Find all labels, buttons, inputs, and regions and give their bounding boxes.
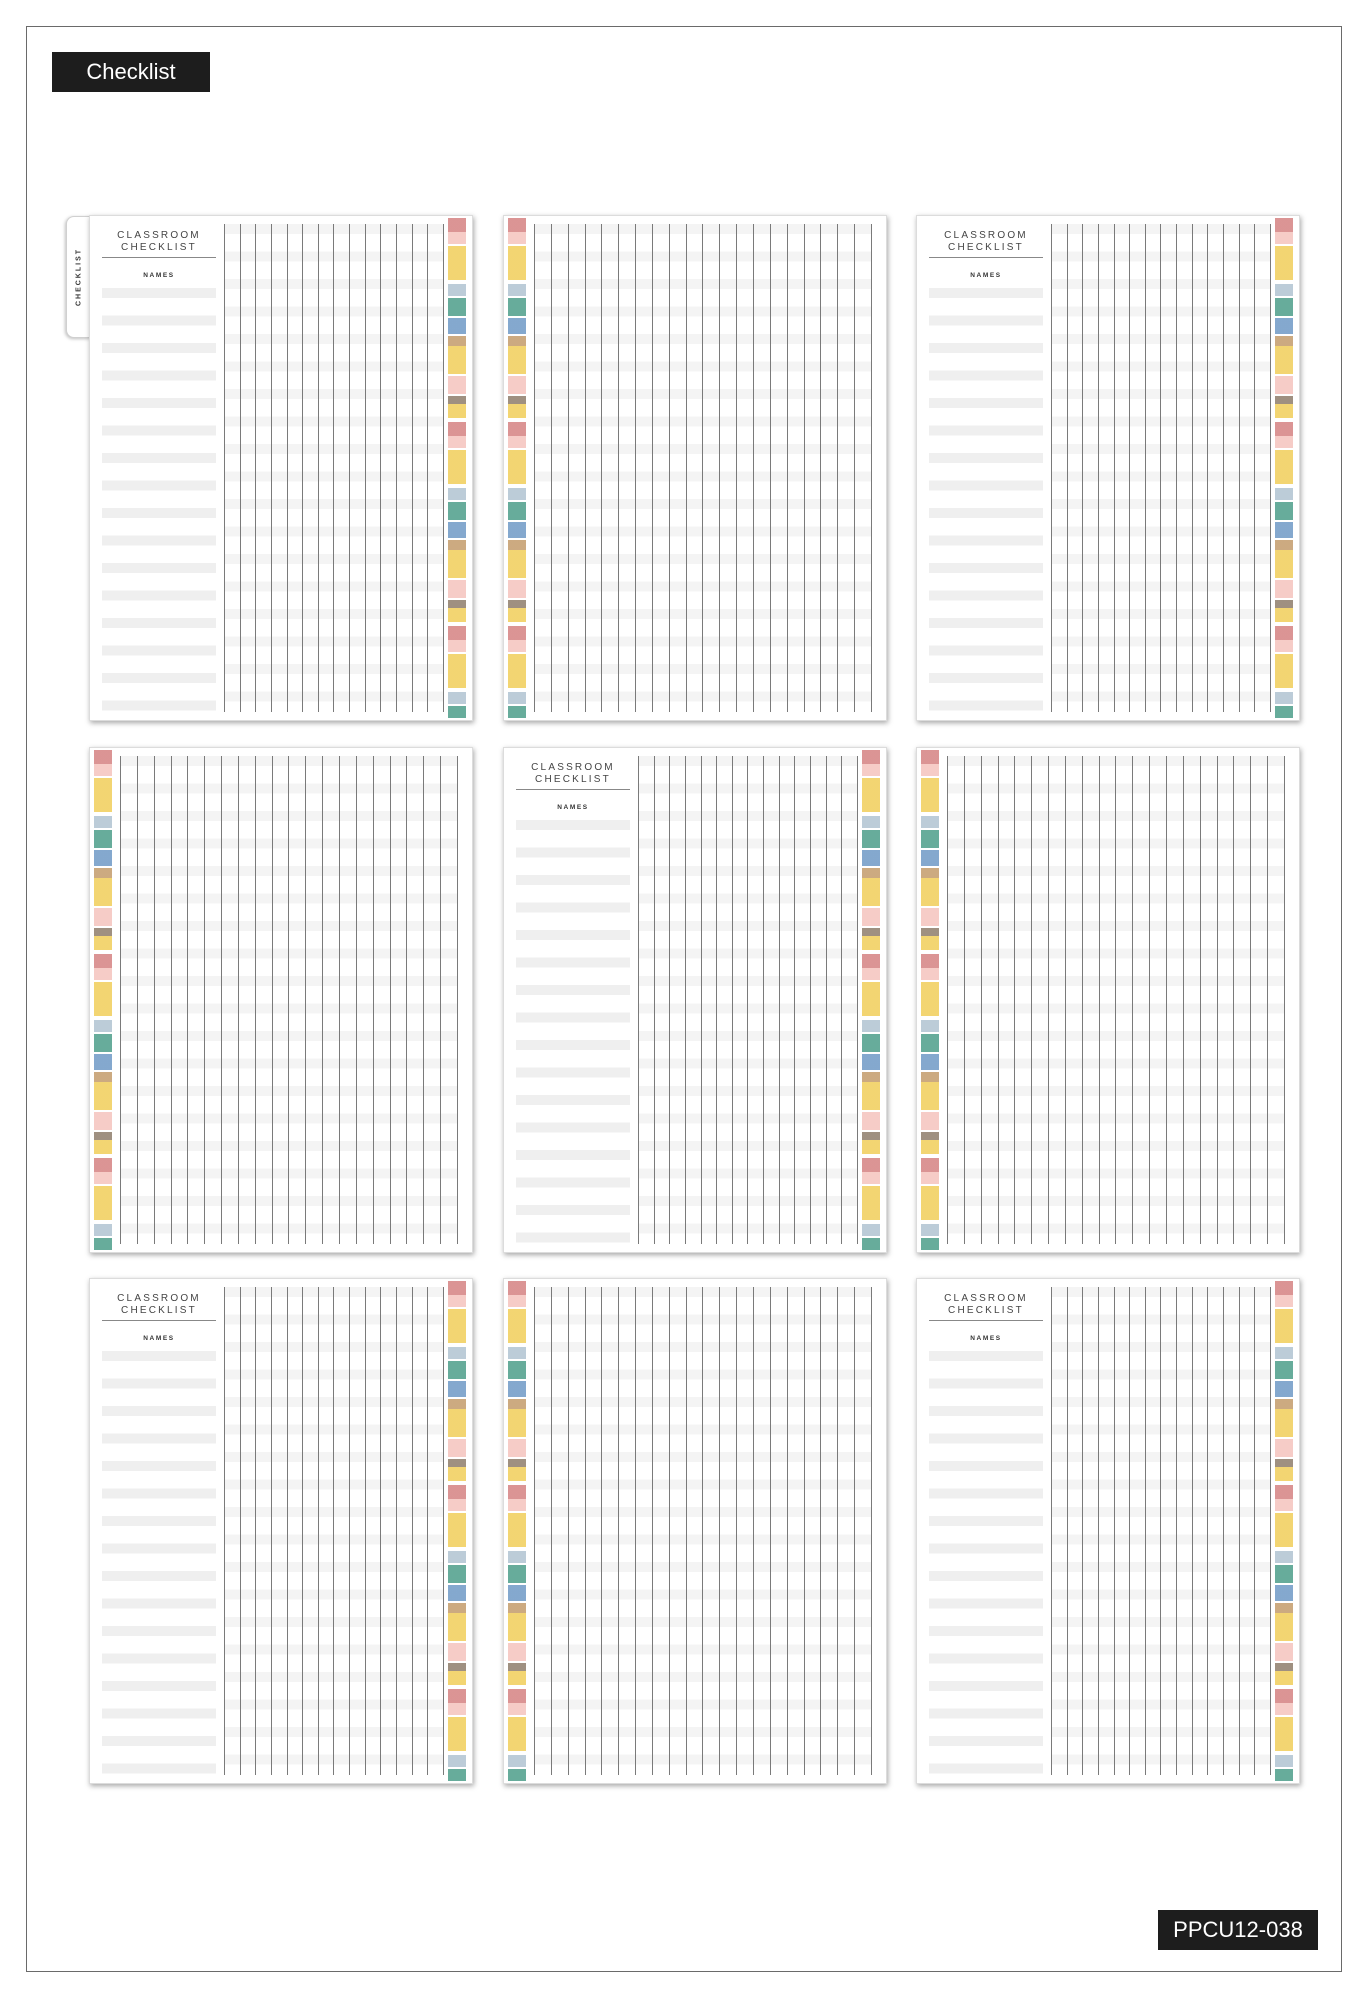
title-line-1: CLASSROOM <box>117 230 201 241</box>
check-column[interactable] <box>669 1287 686 1775</box>
check-column[interactable] <box>1014 756 1031 1244</box>
checkbox-grid <box>224 1287 444 1775</box>
checklist-page <box>916 1278 1300 1784</box>
check-column[interactable] <box>1239 224 1255 712</box>
check-column[interactable] <box>204 756 221 1244</box>
check-column[interactable] <box>238 756 255 1244</box>
check-column[interactable] <box>770 224 787 712</box>
check-column[interactable] <box>396 1287 412 1775</box>
checkbox-grid <box>120 756 458 1244</box>
names-label: NAMES <box>143 1335 175 1342</box>
check-column[interactable] <box>287 1287 303 1775</box>
check-column[interactable] <box>224 1287 240 1775</box>
check-column[interactable] <box>1082 1287 1098 1775</box>
check-column[interactable] <box>240 224 256 712</box>
check-column[interactable] <box>568 1287 585 1775</box>
check-column[interactable] <box>719 1287 736 1775</box>
check-column[interactable] <box>854 224 871 712</box>
checkbox-grid <box>638 756 858 1244</box>
check-column[interactable] <box>271 224 287 712</box>
sku-label: PPCU12-038 <box>1158 1910 1318 1950</box>
check-column[interactable] <box>287 224 303 712</box>
checklist-header <box>929 230 1043 279</box>
check-column[interactable] <box>339 756 356 1244</box>
check-column[interactable] <box>1129 1287 1145 1775</box>
check-column[interactable] <box>1160 224 1176 712</box>
check-column[interactable] <box>1176 224 1192 712</box>
title-rule <box>102 257 216 258</box>
check-column[interactable] <box>770 1287 787 1775</box>
check-column[interactable] <box>794 756 810 1244</box>
check-column[interactable] <box>1207 224 1223 712</box>
checklist-header <box>102 1293 216 1342</box>
check-column[interactable] <box>365 1287 381 1775</box>
school-supplies-border <box>508 1281 526 1781</box>
check-column[interactable] <box>763 756 779 1244</box>
check-column[interactable] <box>440 756 457 1244</box>
check-column[interactable] <box>854 1287 871 1775</box>
check-column[interactable] <box>302 1287 318 1775</box>
title-line-1: CLASSROOM <box>117 1293 201 1304</box>
check-column[interactable] <box>685 756 701 1244</box>
check-column[interactable] <box>702 1287 719 1775</box>
check-column[interactable] <box>998 756 1015 1244</box>
check-column[interactable] <box>333 1287 349 1775</box>
check-column[interactable] <box>534 1287 551 1775</box>
names-label: NAMES <box>143 272 175 279</box>
title-rule <box>516 789 630 790</box>
name-rows <box>102 288 216 714</box>
check-column[interactable] <box>652 1287 669 1775</box>
title-line-1: CLASSROOM <box>531 762 615 773</box>
title-line-2: CHECKLIST <box>535 774 611 785</box>
check-column[interactable] <box>1254 224 1270 712</box>
check-column[interactable] <box>1207 1287 1223 1775</box>
school-supplies-border <box>508 218 526 718</box>
school-supplies-border <box>862 750 880 1250</box>
check-column[interactable] <box>820 224 837 712</box>
check-column[interactable] <box>1176 1287 1192 1775</box>
title-line-1: CLASSROOM <box>944 1293 1028 1304</box>
check-column[interactable] <box>1115 756 1132 1244</box>
names-label: NAMES <box>557 804 589 811</box>
check-column[interactable] <box>1233 756 1250 1244</box>
name-rows <box>929 288 1043 714</box>
check-column[interactable] <box>1129 224 1145 712</box>
check-column[interactable] <box>1051 224 1067 712</box>
check-column[interactable] <box>373 756 390 1244</box>
check-column[interactable] <box>1048 756 1065 1244</box>
check-column[interactable] <box>1200 756 1217 1244</box>
check-column[interactable] <box>406 756 423 1244</box>
check-column[interactable] <box>1082 756 1099 1244</box>
check-column[interactable] <box>551 1287 568 1775</box>
check-column[interactable] <box>747 756 763 1244</box>
check-column[interactable] <box>534 224 551 712</box>
check-column[interactable] <box>380 1287 396 1775</box>
checklist-header <box>516 762 630 811</box>
checklist-tab[interactable] <box>66 216 91 338</box>
check-column[interactable] <box>652 224 669 712</box>
check-column[interactable] <box>221 756 238 1244</box>
check-column[interactable] <box>1160 1287 1176 1775</box>
check-column[interactable] <box>1217 756 1234 1244</box>
check-column[interactable] <box>1067 1287 1083 1775</box>
checkbox-grid <box>534 224 872 712</box>
check-column[interactable] <box>1132 756 1149 1244</box>
check-column[interactable] <box>1166 756 1183 1244</box>
check-column[interactable] <box>585 1287 602 1775</box>
check-column[interactable] <box>1192 224 1208 712</box>
check-column[interactable] <box>787 224 804 712</box>
check-column[interactable] <box>1051 1287 1067 1775</box>
check-column[interactable] <box>654 756 670 1244</box>
check-column[interactable] <box>154 756 171 1244</box>
check-column[interactable] <box>412 224 428 712</box>
check-column[interactable] <box>719 224 736 712</box>
checkbox-grid <box>947 756 1285 1244</box>
check-column[interactable] <box>787 1287 804 1775</box>
check-column[interactable] <box>427 224 443 712</box>
grid-page <box>503 1278 887 1784</box>
check-column[interactable] <box>1239 1287 1255 1775</box>
check-column[interactable] <box>804 224 821 712</box>
check-column[interactable] <box>753 224 770 712</box>
checklist-header <box>929 1293 1043 1342</box>
check-column[interactable] <box>187 756 204 1244</box>
check-column[interactable] <box>686 224 703 712</box>
check-column[interactable] <box>1098 224 1114 712</box>
check-column[interactable] <box>240 1287 256 1775</box>
name-rows <box>516 820 630 1246</box>
check-column[interactable] <box>396 224 412 712</box>
check-column[interactable] <box>638 756 654 1244</box>
check-column[interactable] <box>255 756 272 1244</box>
school-supplies-border <box>921 750 939 1250</box>
check-column[interactable] <box>618 1287 635 1775</box>
check-column[interactable] <box>137 756 154 1244</box>
check-column[interactable] <box>947 756 964 1244</box>
checklist-page <box>503 747 887 1253</box>
check-column[interactable] <box>736 224 753 712</box>
check-column[interactable] <box>1250 756 1267 1244</box>
check-column[interactable] <box>1223 1287 1239 1775</box>
check-column[interactable] <box>837 1287 854 1775</box>
check-column[interactable] <box>333 224 349 712</box>
check-column[interactable] <box>1145 1287 1161 1775</box>
title-line-2: CHECKLIST <box>948 242 1024 253</box>
names-label: NAMES <box>970 1335 1002 1342</box>
section-label: Checklist <box>52 52 210 92</box>
check-column[interactable] <box>1099 756 1116 1244</box>
check-column[interactable] <box>318 224 334 712</box>
title-line-2: CHECKLIST <box>121 242 197 253</box>
check-column[interactable] <box>120 756 137 1244</box>
check-column[interactable] <box>732 756 748 1244</box>
check-column[interactable] <box>380 224 396 712</box>
check-column[interactable] <box>669 224 686 712</box>
check-column[interactable] <box>820 1287 837 1775</box>
check-column[interactable] <box>837 224 854 712</box>
check-column[interactable] <box>272 756 289 1244</box>
check-column[interactable] <box>1114 224 1130 712</box>
school-supplies-border <box>448 218 466 718</box>
check-column[interactable] <box>686 1287 703 1775</box>
check-column[interactable] <box>701 756 717 1244</box>
check-column[interactable] <box>423 756 440 1244</box>
school-supplies-border <box>448 1281 466 1781</box>
name-rows <box>102 1351 216 1777</box>
check-column[interactable] <box>1223 224 1239 712</box>
check-column[interactable] <box>271 1287 287 1775</box>
check-column[interactable] <box>1192 1287 1208 1775</box>
check-column[interactable] <box>702 224 719 712</box>
check-column[interactable] <box>1082 224 1098 712</box>
grid-page <box>503 215 887 721</box>
check-column[interactable] <box>1067 224 1083 712</box>
title-line-2: CHECKLIST <box>948 1305 1024 1316</box>
title-line-2: CHECKLIST <box>121 1305 197 1316</box>
check-column[interactable] <box>255 1287 271 1775</box>
checkbox-grid <box>1051 1287 1271 1775</box>
check-column[interactable] <box>349 224 365 712</box>
check-column[interactable] <box>427 1287 443 1775</box>
check-column[interactable] <box>390 756 407 1244</box>
check-column[interactable] <box>585 224 602 712</box>
check-column[interactable] <box>1098 1287 1114 1775</box>
title-rule <box>102 1320 216 1321</box>
check-column[interactable] <box>635 1287 652 1775</box>
check-column[interactable] <box>716 756 732 1244</box>
checklist-page <box>89 215 473 721</box>
check-column[interactable] <box>779 756 795 1244</box>
checklist-page <box>89 1278 473 1784</box>
title-rule <box>929 257 1043 258</box>
check-column[interactable] <box>669 756 685 1244</box>
title-rule <box>929 1320 1043 1321</box>
title-line-1: CLASSROOM <box>944 230 1028 241</box>
check-column[interactable] <box>618 224 635 712</box>
check-column[interactable] <box>365 224 381 712</box>
checkbox-grid <box>534 1287 872 1775</box>
check-column[interactable] <box>804 1287 821 1775</box>
names-label: NAMES <box>970 272 1002 279</box>
check-column[interactable] <box>288 756 305 1244</box>
check-column[interactable] <box>826 756 842 1244</box>
check-column[interactable] <box>1031 756 1048 1244</box>
check-column[interactable] <box>601 224 618 712</box>
check-column[interactable] <box>349 1287 365 1775</box>
grid-page <box>89 747 473 1253</box>
checklist-header <box>102 230 216 279</box>
checklist-page <box>916 215 1300 721</box>
check-column[interactable] <box>841 756 857 1244</box>
check-column[interactable] <box>810 756 826 1244</box>
checkbox-grid <box>1051 224 1271 712</box>
tab-label: CHECKLIST <box>75 247 83 307</box>
check-column[interactable] <box>964 756 981 1244</box>
check-column[interactable] <box>635 224 652 712</box>
check-column[interactable] <box>1065 756 1082 1244</box>
check-column[interactable] <box>1149 756 1166 1244</box>
check-column[interactable] <box>224 224 240 712</box>
name-rows <box>929 1351 1043 1777</box>
check-column[interactable] <box>1267 756 1284 1244</box>
check-column[interactable] <box>302 224 318 712</box>
school-supplies-border <box>1275 218 1293 718</box>
check-column[interactable] <box>322 756 339 1244</box>
checkbox-grid <box>224 224 444 712</box>
check-column[interactable] <box>736 1287 753 1775</box>
check-column[interactable] <box>412 1287 428 1775</box>
check-column[interactable] <box>305 756 322 1244</box>
school-supplies-border <box>1275 1281 1293 1781</box>
school-supplies-border <box>94 750 112 1250</box>
check-column[interactable] <box>318 1287 334 1775</box>
check-column[interactable] <box>753 1287 770 1775</box>
check-column[interactable] <box>981 756 998 1244</box>
check-column[interactable] <box>601 1287 618 1775</box>
check-column[interactable] <box>356 756 373 1244</box>
check-column[interactable] <box>171 756 188 1244</box>
check-column[interactable] <box>1145 224 1161 712</box>
check-column[interactable] <box>1114 1287 1130 1775</box>
check-column[interactable] <box>255 224 271 712</box>
check-column[interactable] <box>551 224 568 712</box>
grid-page <box>916 747 1300 1253</box>
check-column[interactable] <box>568 224 585 712</box>
check-column[interactable] <box>1183 756 1200 1244</box>
check-column[interactable] <box>1254 1287 1270 1775</box>
